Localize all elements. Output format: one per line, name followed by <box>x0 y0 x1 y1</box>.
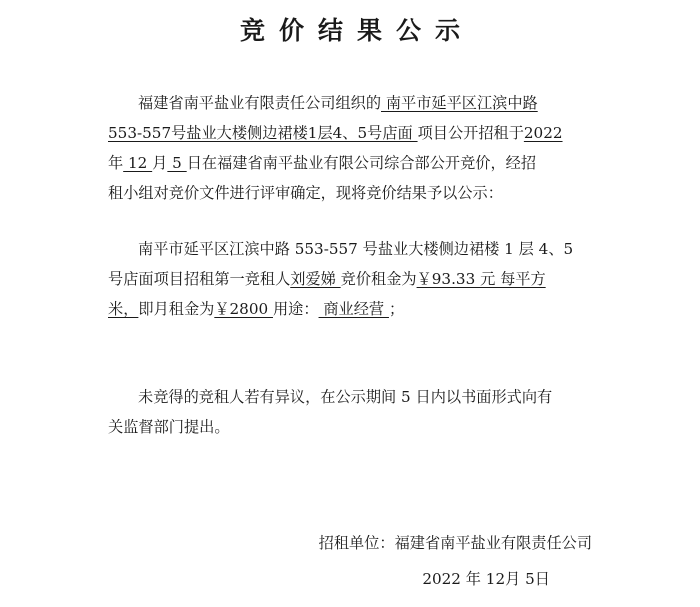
page-title: 竞价结果公示 <box>239 16 474 45</box>
year-value: 2022 <box>523 124 563 142</box>
paragraph1-line3 <box>108 148 608 178</box>
paragraph3-line2: 关监督部门提出。 <box>108 418 230 436</box>
monthly-label: 即月租金为 <box>138 300 215 318</box>
price-value: ￥93.33 元 每平方 <box>416 270 546 288</box>
price-value-tail: 米， <box>108 300 139 318</box>
paragraph-objection <box>108 382 608 442</box>
paragraph-announcement <box>108 88 608 208</box>
paragraph3-line1: 未竞得的竞租人若有异议，在公示期间 5 日内以书面形式向有 <box>138 388 553 406</box>
paragraph2-line3 <box>108 294 608 324</box>
use-label: 用途： <box>272 300 319 318</box>
winner-label: 号店面项目招租第一竞租人 <box>108 270 291 288</box>
signature-unit: 招租单位：福建省南平盐业有限责任公司 <box>318 534 592 552</box>
paragraph2-line2 <box>108 264 608 294</box>
month-value: 12 <box>123 154 153 172</box>
monthly-value: ￥2800 <box>214 300 273 318</box>
paragraph-result <box>108 234 608 324</box>
paragraph1-line1 <box>108 88 608 118</box>
paragraph2-line1: 南平市延平区江滨中路 553-557 号盐业大楼侧边裙楼 1 层 4、5 <box>138 240 574 258</box>
paragraph1-line2 <box>108 118 608 148</box>
auction-text: 日在福建省南平盐业有限公司综合部公开竞价，经招 <box>186 154 536 172</box>
year-char: 年 <box>108 154 124 172</box>
month-char: 月 <box>152 154 168 172</box>
day-value: 5 <box>167 154 187 172</box>
project-text: 项目公开招租于 <box>417 124 524 142</box>
winner-name: 刘爱娣 <box>290 270 341 288</box>
use-value: 商业经营 <box>318 300 389 318</box>
organizer-text: 福建省南平盐业有限责任公司组织的 <box>138 94 381 112</box>
location-part1: 南平市延平区江滨中路 <box>381 94 538 112</box>
price-label: 竞价租金为 <box>340 270 417 288</box>
location-part2: 553-557号盐业大楼侧边裙楼1层4、5号店面 <box>108 124 418 142</box>
signature-date: 2022 年 12月 5日 <box>422 570 550 588</box>
line-end: ； <box>388 300 405 318</box>
paragraph1-line4: 租小组对竞价文件进行评审确定，现将竞价结果予以公示： <box>108 184 503 202</box>
